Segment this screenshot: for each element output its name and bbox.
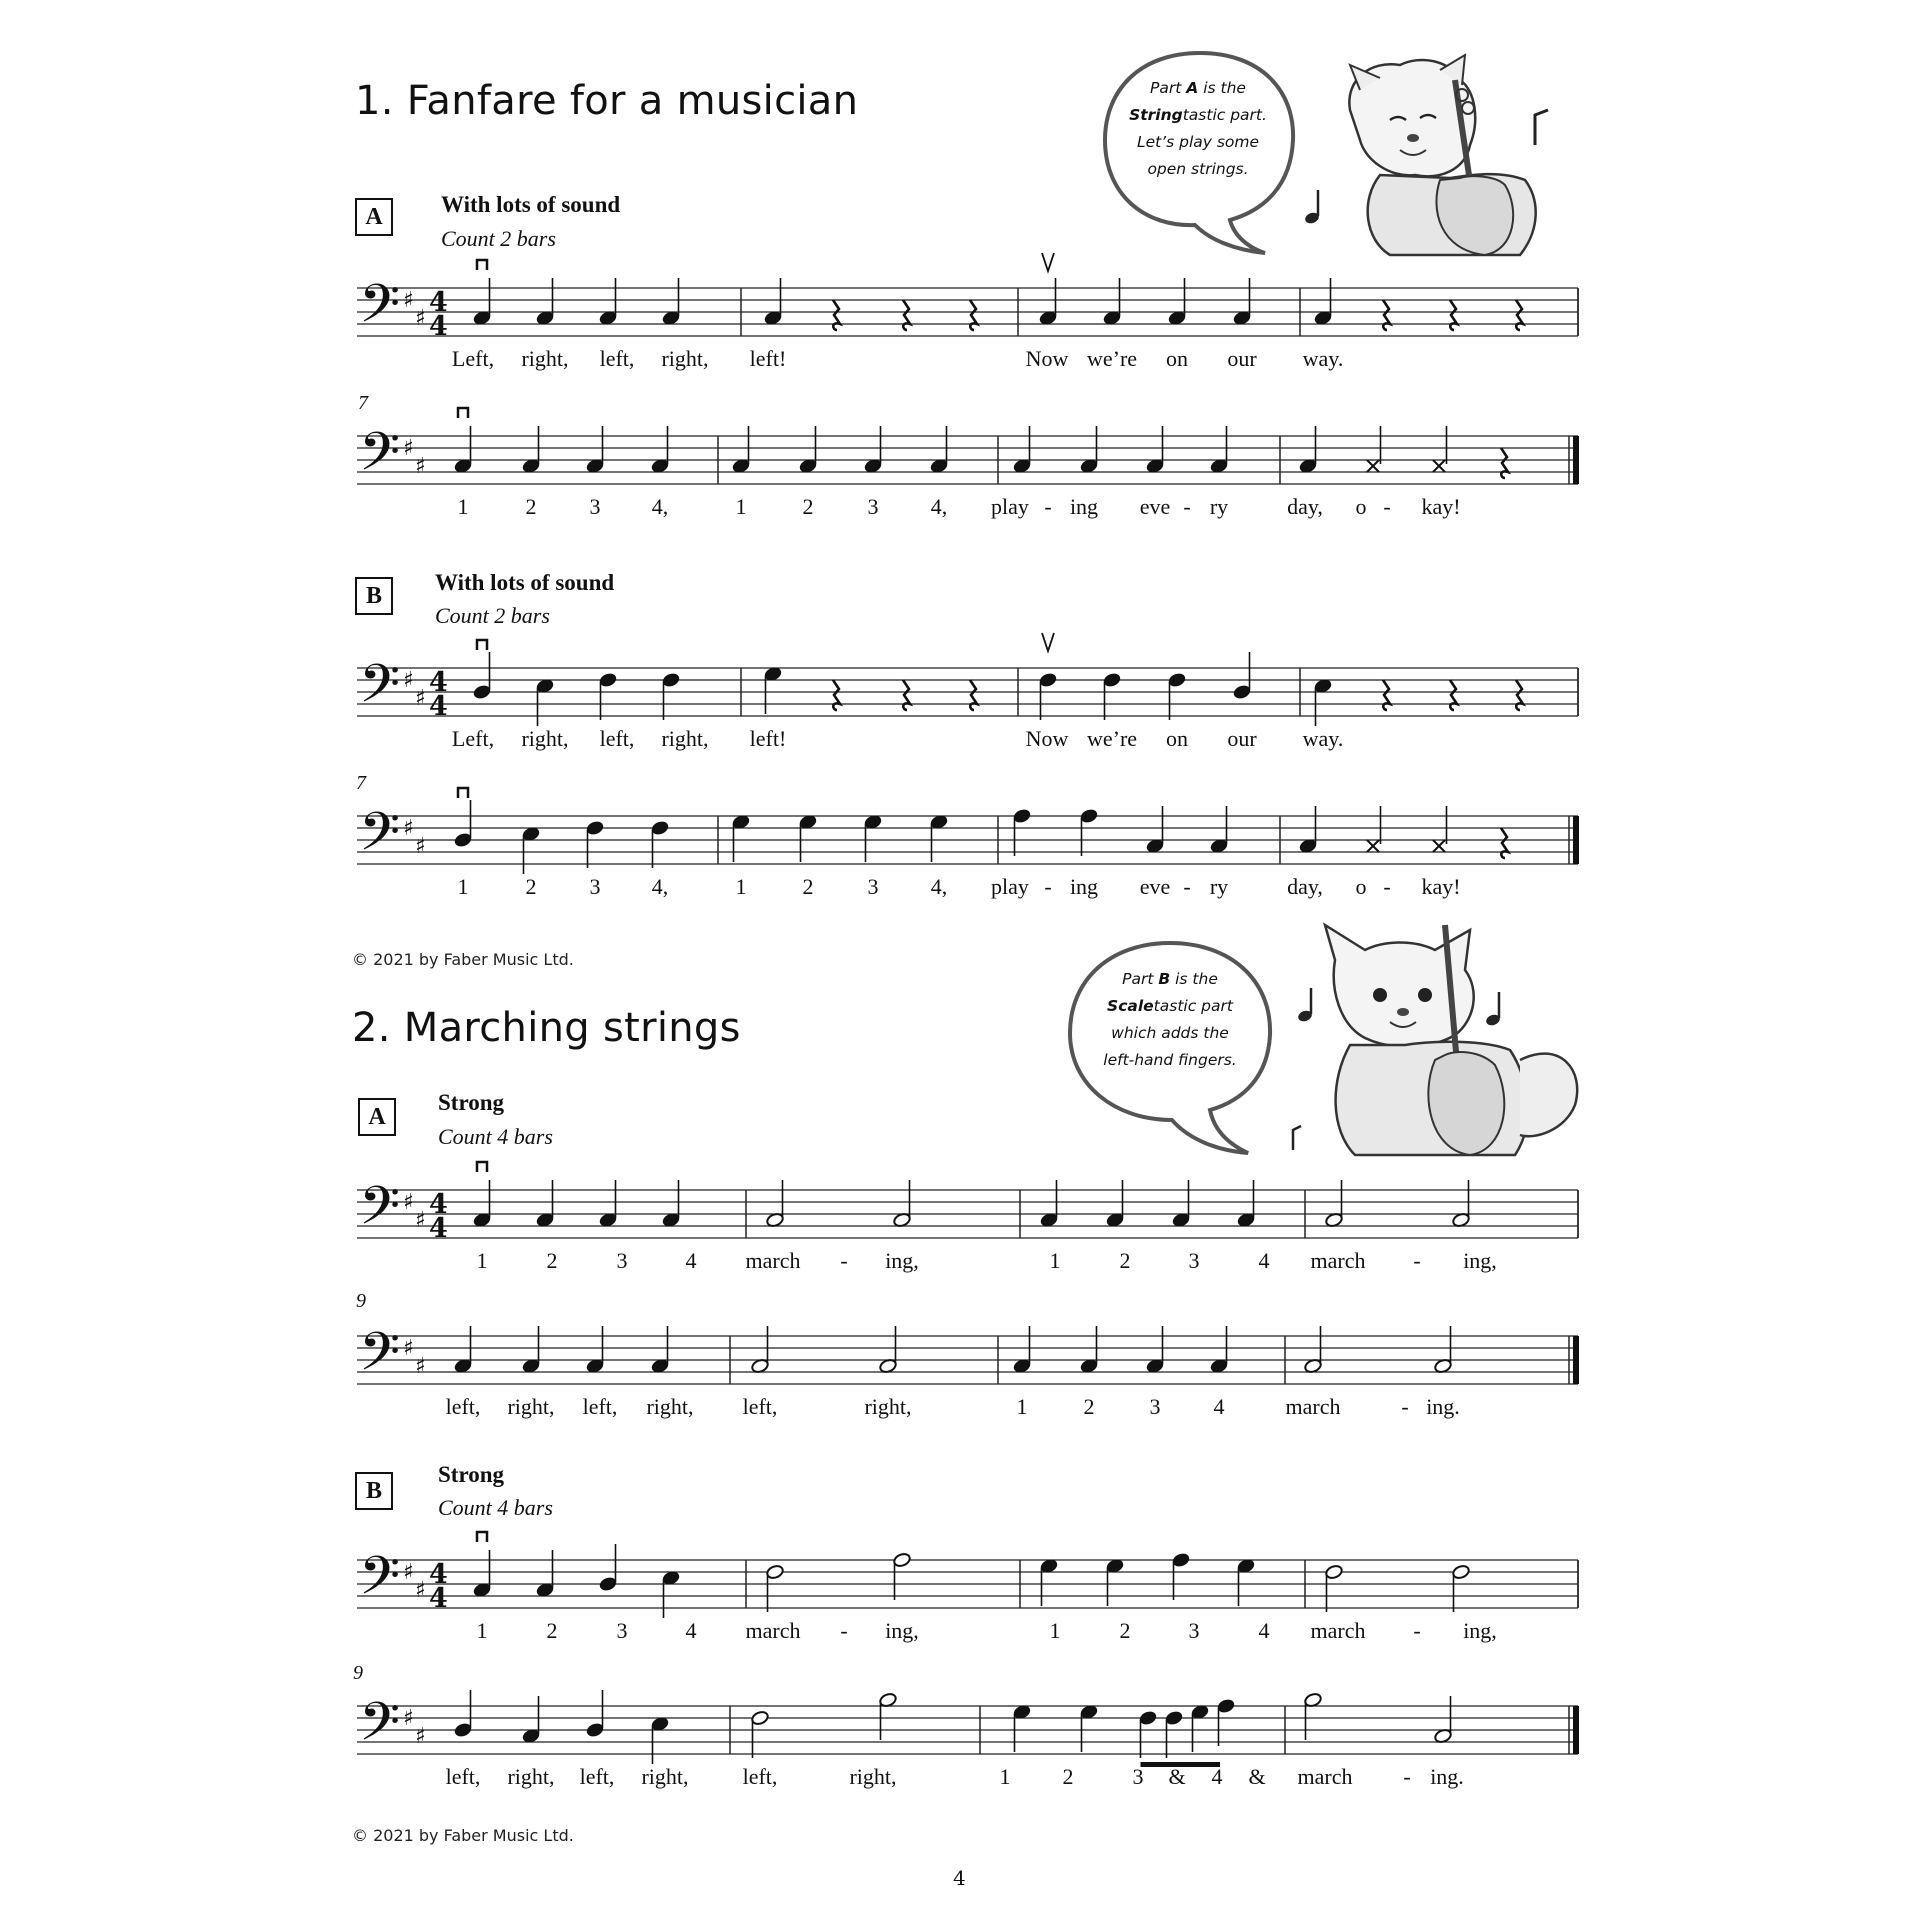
down-bow-icon xyxy=(458,788,468,798)
lyric-syllable: 4, xyxy=(930,494,948,519)
lyric-syllable: 2 xyxy=(525,874,537,899)
lyric-syllable: right, xyxy=(849,1764,897,1789)
lyric-syllable: ing, xyxy=(885,1618,919,1643)
lyric-syllable: 2 xyxy=(546,1618,558,1643)
final-barline xyxy=(1573,1336,1579,1384)
section-2-title: 2. Marching strings xyxy=(352,1005,741,1051)
lyric-syllable: - xyxy=(1044,494,1052,519)
quarter-rest-icon xyxy=(903,300,910,330)
half-note xyxy=(751,1710,770,1726)
quarter-rest-icon xyxy=(1501,828,1508,858)
music-staff xyxy=(355,1668,1595,1768)
lyric-syllable: march xyxy=(1310,1248,1366,1273)
part-label-box: A xyxy=(358,1098,396,1136)
sharp-icon: ♯ xyxy=(403,1706,414,1731)
lyric-syllable: day, xyxy=(1287,874,1323,899)
final-barline xyxy=(1573,436,1579,484)
lyric-syllable: 1 xyxy=(1049,1248,1061,1273)
quarter-note xyxy=(586,820,605,836)
tempo-marking: With lots of sound xyxy=(441,192,621,217)
copyright-notice: © 2021 by Faber Music Ltd. xyxy=(352,1826,574,1845)
quarter-rest-icon xyxy=(1450,300,1457,330)
lyric-syllable: right, xyxy=(646,1394,694,1419)
lyric-syllable: right, xyxy=(641,1764,689,1789)
lyric-syllable: 3 xyxy=(589,874,601,899)
lyric-syllable: ing. xyxy=(1430,1764,1464,1789)
lyric-syllable: 3 xyxy=(1132,1764,1144,1789)
lyric-syllable: o xyxy=(1355,874,1367,899)
sharp-icon: ♯ xyxy=(415,1578,426,1603)
quarter-rest-icon xyxy=(833,680,840,710)
lyric-syllable: o xyxy=(1355,494,1367,519)
lyric-syllable: - xyxy=(1044,874,1052,899)
down-bow-icon xyxy=(458,408,468,418)
lyric-syllable: - xyxy=(1383,874,1391,899)
quarter-note xyxy=(599,1576,618,1592)
quarter-note xyxy=(454,1722,473,1738)
copyright-notice: © 2021 by Faber Music Ltd. xyxy=(352,950,574,969)
sharp-icon: ♯ xyxy=(403,816,414,841)
quarter-rest-icon xyxy=(970,300,977,330)
lyric-syllable: right, xyxy=(507,1394,555,1419)
section-1-title: 1. Fanfare for a musician xyxy=(355,78,859,124)
lyric-syllable: on xyxy=(1166,726,1188,751)
time-signature-bottom: 4 xyxy=(429,691,448,722)
lyric-syllable: 4 xyxy=(685,1248,697,1273)
bass-clef-icon: 𝄢 xyxy=(359,1322,401,1396)
lyric-syllable: - xyxy=(1183,494,1191,519)
lyric-syllable: 1 xyxy=(457,494,469,519)
lyric-syllable: 3 xyxy=(1149,1394,1161,1419)
bass-clef-icon: 𝄢 xyxy=(359,274,401,348)
quarter-rest-icon xyxy=(1516,300,1523,330)
sharp-icon: ♯ xyxy=(403,1336,414,1361)
lyric-syllable: right, xyxy=(507,1764,555,1789)
lyric-syllable: our xyxy=(1227,346,1257,371)
quarter-note xyxy=(1039,672,1058,688)
bass-clef-icon: 𝄢 xyxy=(359,1176,401,1250)
measure-number: 9 xyxy=(356,1290,366,1312)
sharp-icon: ♯ xyxy=(415,686,426,711)
down-bow-icon xyxy=(477,260,487,270)
lyric-syllable: 1 xyxy=(735,874,747,899)
music-staff xyxy=(355,398,1595,498)
lyric-syllable: right, xyxy=(661,726,709,751)
lyric-syllable: 1 xyxy=(476,1618,488,1643)
lyric-syllable: 4, xyxy=(651,874,669,899)
lyric-syllable: 3 xyxy=(867,494,879,519)
lyric-syllable: 2 xyxy=(1119,1248,1131,1273)
measure-number: 7 xyxy=(356,772,366,794)
lyric-syllable: Left, xyxy=(451,346,495,371)
lyric-syllable: left! xyxy=(749,346,787,371)
sharp-icon: ♯ xyxy=(403,1190,414,1215)
sharp-icon: ♯ xyxy=(403,436,414,461)
quarter-note xyxy=(473,684,492,700)
half-note xyxy=(893,1552,912,1568)
sharp-icon: ♯ xyxy=(415,1354,426,1379)
lyric-syllable: left, xyxy=(582,1394,618,1419)
sharp-icon: ♯ xyxy=(403,668,414,693)
lyric-syllable: play xyxy=(991,494,1029,519)
lyric-syllable: eve xyxy=(1139,874,1171,899)
measure-number: 9 xyxy=(353,1662,363,1684)
bubble-1-text: Part A is the Stringtastic part. Let’s play some open strings. xyxy=(1129,79,1267,178)
quarter-rest-icon xyxy=(1383,680,1390,710)
music-staff xyxy=(355,778,1595,878)
lyric-syllable: right, xyxy=(521,726,569,751)
half-note xyxy=(1452,1564,1471,1580)
quarter-rest-icon xyxy=(903,680,910,710)
quarter-note xyxy=(1080,808,1099,824)
up-bow-icon xyxy=(1042,633,1054,651)
lyric-syllable: our xyxy=(1227,726,1257,751)
lyric-syllable: Now xyxy=(1025,726,1069,751)
sharp-icon: ♯ xyxy=(415,306,426,331)
lyric-syllable: left, xyxy=(579,1764,615,1789)
count-in-instruction: Count 2 bars xyxy=(441,226,556,251)
cross-notehead-icon xyxy=(1367,840,1379,852)
lyric-syllable: 2 xyxy=(802,874,814,899)
lyric-syllable: - xyxy=(1183,874,1191,899)
bass-clef-icon: 𝄢 xyxy=(359,1692,401,1766)
lyric-syllable: 4, xyxy=(651,494,669,519)
lyric-syllable: march xyxy=(1310,1618,1366,1643)
lyric-syllable: left, xyxy=(445,1764,481,1789)
lyric-syllable: 2 xyxy=(802,494,814,519)
music-staff xyxy=(355,250,1595,350)
lyric-syllable: & xyxy=(1248,1764,1266,1789)
lyric-syllable: Now xyxy=(1025,346,1069,371)
half-note xyxy=(766,1564,785,1580)
lyric-syllable: - xyxy=(840,1248,848,1273)
lyric-syllable: right, xyxy=(661,346,709,371)
lyric-syllable: march xyxy=(1297,1764,1353,1789)
lyric-syllable: right, xyxy=(864,1394,912,1419)
lyric-syllable: left, xyxy=(742,1764,778,1789)
lyric-syllable: 4 xyxy=(1258,1618,1270,1643)
music-staff xyxy=(355,1298,1595,1398)
lyric-syllable: ing, xyxy=(1463,1248,1497,1273)
time-signature-bottom: 4 xyxy=(429,1213,448,1244)
lyric-syllable: - xyxy=(1413,1618,1421,1643)
quarter-rest-icon xyxy=(1501,448,1508,478)
lyric-syllable: 4, xyxy=(930,874,948,899)
lyric-syllable: ry xyxy=(1209,874,1229,899)
lyric-syllable: - xyxy=(840,1618,848,1643)
lyric-syllable: - xyxy=(1383,494,1391,519)
lyric-syllable: eve xyxy=(1139,494,1171,519)
lyric-syllable: ing, xyxy=(1463,1618,1497,1643)
part-label-box: B xyxy=(355,1472,393,1510)
bubble-2-text: Part B is the Scaletastic part which adds the left-hand fingers. xyxy=(1103,970,1237,1069)
lyric-syllable: left! xyxy=(749,726,787,751)
quarter-note xyxy=(454,832,473,848)
lyric-syllable: 4 xyxy=(1258,1248,1270,1273)
lyric-syllable: we’re xyxy=(1086,726,1138,751)
final-barline xyxy=(1573,1706,1579,1754)
lyric-syllable: Left, xyxy=(451,726,495,751)
down-bow-icon xyxy=(477,1532,487,1542)
lyric-syllable: 2 xyxy=(1083,1394,1095,1419)
bass-clef-icon: 𝄢 xyxy=(359,1546,401,1620)
lyric-syllable: 2 xyxy=(546,1248,558,1273)
time-signature-top: 4 xyxy=(429,1189,448,1220)
lyric-syllable: march xyxy=(745,1618,801,1643)
count-in-instruction: Count 4 bars xyxy=(438,1495,553,1520)
time-signature-top: 4 xyxy=(429,287,448,318)
sharp-icon: ♯ xyxy=(415,454,426,479)
lyric-syllable: ry xyxy=(1209,494,1229,519)
lyric-syllable: ing xyxy=(1069,874,1099,899)
measure-number: 7 xyxy=(358,392,368,414)
tempo-marking: Strong xyxy=(438,1090,505,1115)
lyric-syllable: 1 xyxy=(1016,1394,1028,1419)
lyric-syllable: way. xyxy=(1302,726,1344,751)
count-in-instruction: Count 4 bars xyxy=(438,1124,553,1149)
lyric-syllable: & xyxy=(1168,1764,1186,1789)
half-note xyxy=(1325,1564,1344,1580)
quarter-rest-icon xyxy=(833,300,840,330)
time-signature-bottom: 4 xyxy=(429,311,448,342)
lyric-syllable: - xyxy=(1401,1394,1409,1419)
quarter-note xyxy=(1172,1552,1191,1568)
lyric-syllable: 4 xyxy=(1213,1394,1225,1419)
lyric-syllable: on xyxy=(1166,346,1188,371)
cross-notehead-icon xyxy=(1433,840,1445,852)
lyric-syllable: 3 xyxy=(867,874,879,899)
lyric-syllable: 1 xyxy=(457,874,469,899)
lyric-syllable: left, xyxy=(599,726,635,751)
tempo-marking: Strong xyxy=(438,1462,505,1487)
lyric-syllable: kay! xyxy=(1421,494,1461,519)
quarter-note xyxy=(599,672,618,688)
lyric-syllable: day, xyxy=(1287,494,1323,519)
lyric-syllable: left, xyxy=(599,346,635,371)
quarter-note xyxy=(1233,684,1252,700)
lyric-syllable: ing. xyxy=(1426,1394,1460,1419)
lyric-syllable: 2 xyxy=(525,494,537,519)
lyric-syllable: 2 xyxy=(1062,1764,1074,1789)
lyric-syllable: 3 xyxy=(616,1618,628,1643)
lyric-syllable: 4 xyxy=(1211,1764,1223,1789)
cat-cellist-illustration-2 xyxy=(1285,920,1605,1160)
lyric-syllable: ing, xyxy=(885,1248,919,1273)
lyric-syllable: 3 xyxy=(1188,1618,1200,1643)
time-signature-top: 4 xyxy=(429,1559,448,1590)
quarter-note xyxy=(1217,1698,1236,1714)
sharp-icon: ♯ xyxy=(403,288,414,313)
quarter-rest-icon xyxy=(970,680,977,710)
sharp-icon: ♯ xyxy=(415,834,426,859)
sharp-icon: ♯ xyxy=(415,1208,426,1233)
lyric-syllable: play xyxy=(991,874,1029,899)
lyric-syllable: right, xyxy=(521,346,569,371)
up-bow-icon xyxy=(1042,253,1054,271)
lyric-syllable: 2 xyxy=(1119,1618,1131,1643)
down-bow-icon xyxy=(477,640,487,650)
final-barline xyxy=(1573,816,1579,864)
music-staff xyxy=(355,1152,1595,1252)
quarter-note xyxy=(662,672,681,688)
tempo-marking: With lots of sound xyxy=(435,570,615,595)
quarter-note xyxy=(1139,1710,1158,1726)
part-label-box: B xyxy=(355,577,393,615)
quarter-note xyxy=(1013,808,1032,824)
bass-clef-icon: 𝄢 xyxy=(359,802,401,876)
lyric-syllable: march xyxy=(745,1248,801,1273)
lyric-syllable: 3 xyxy=(1188,1248,1200,1273)
lyric-syllable: left, xyxy=(742,1394,778,1419)
lyric-syllable: left, xyxy=(445,1394,481,1419)
time-signature-top: 4 xyxy=(429,667,448,698)
lyric-syllable: ing xyxy=(1069,494,1099,519)
sharp-icon: ♯ xyxy=(415,1724,426,1749)
music-staff xyxy=(355,1522,1595,1622)
down-bow-icon xyxy=(477,1162,487,1172)
lyric-syllable: - xyxy=(1403,1764,1411,1789)
quarter-rest-icon xyxy=(1516,680,1523,710)
quarter-note xyxy=(651,820,670,836)
bass-clef-icon: 𝄢 xyxy=(359,422,401,496)
cross-notehead-icon xyxy=(1433,460,1445,472)
lyric-syllable: way. xyxy=(1302,346,1344,371)
quarter-note xyxy=(1165,1710,1184,1726)
lyric-syllable: 3 xyxy=(589,494,601,519)
lyric-syllable: kay! xyxy=(1421,874,1461,899)
music-staff xyxy=(355,630,1595,730)
time-signature-bottom: 4 xyxy=(429,1583,448,1614)
bass-clef-icon: 𝄢 xyxy=(359,654,401,728)
lyric-syllable: 1 xyxy=(999,1764,1011,1789)
lyric-syllable: - xyxy=(1413,1248,1421,1273)
sharp-icon: ♯ xyxy=(403,1560,414,1585)
cross-notehead-icon xyxy=(1367,460,1379,472)
lyric-syllable: we’re xyxy=(1086,346,1138,371)
lyric-syllable: 3 xyxy=(616,1248,628,1273)
lyric-syllable: 1 xyxy=(735,494,747,519)
quarter-note xyxy=(586,1722,605,1738)
lyric-syllable: 4 xyxy=(685,1618,697,1643)
part-label-box: A xyxy=(355,198,393,236)
quarter-rest-icon xyxy=(1450,680,1457,710)
page-number: 4 xyxy=(953,1866,966,1890)
quarter-note xyxy=(1168,672,1187,688)
cat-cellist-illustration-1 xyxy=(1290,50,1610,260)
count-in-instruction: Count 2 bars xyxy=(435,603,550,628)
lyric-syllable: 1 xyxy=(476,1248,488,1273)
quarter-rest-icon xyxy=(1383,300,1390,330)
lyric-syllable: march xyxy=(1285,1394,1341,1419)
lyric-syllable: 1 xyxy=(1049,1618,1061,1643)
quarter-note xyxy=(1103,672,1122,688)
